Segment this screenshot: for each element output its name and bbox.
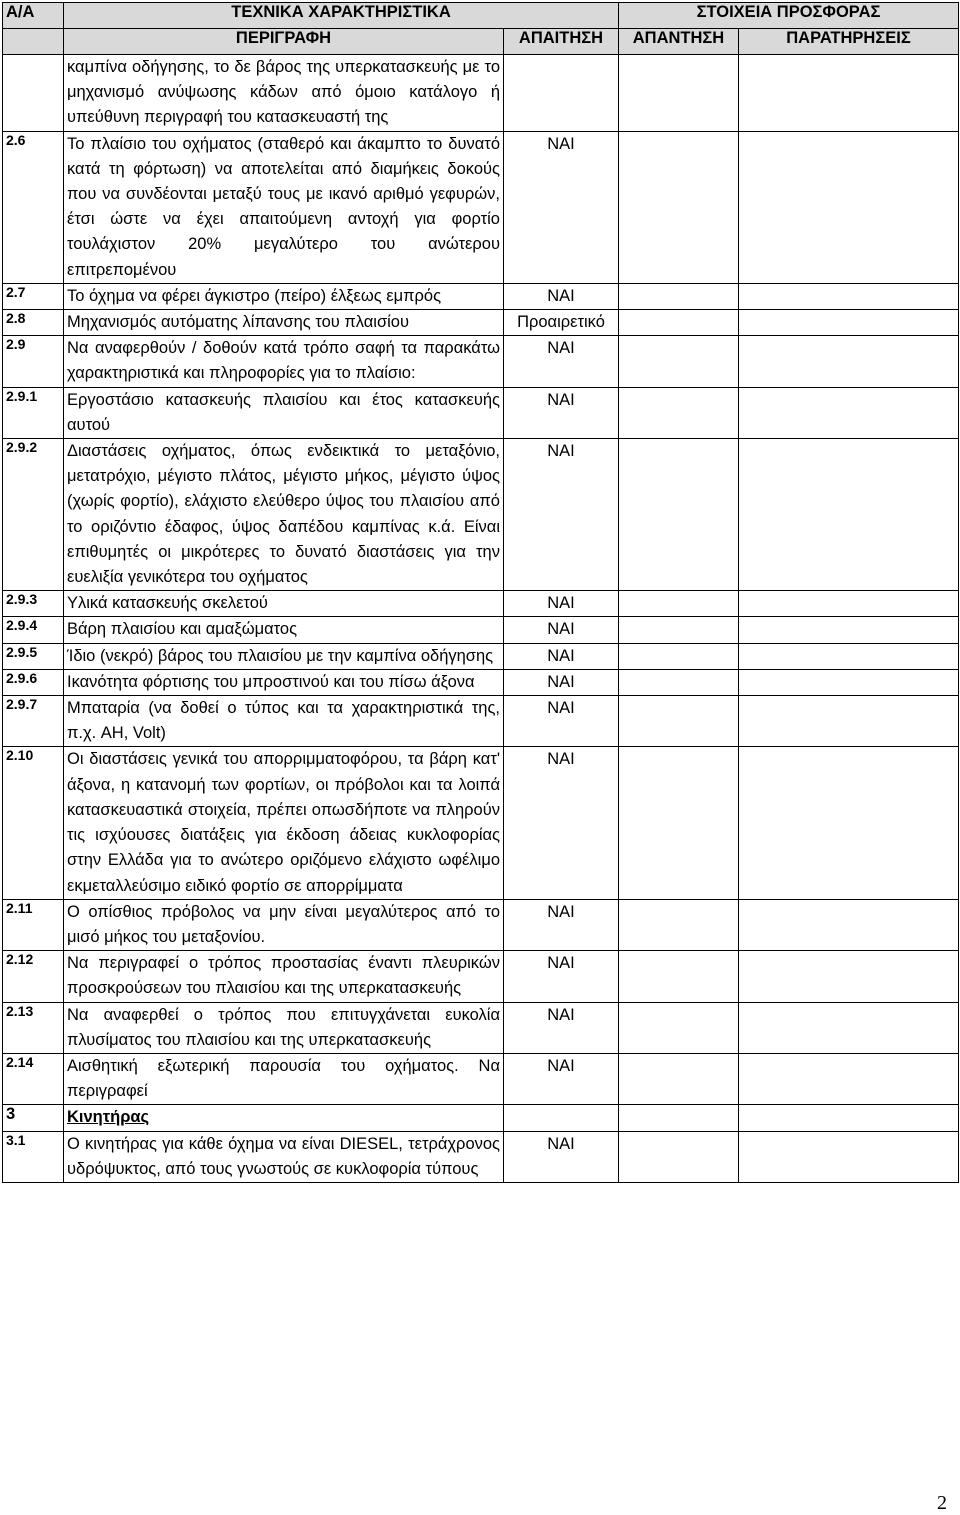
header-tech: ΤΕΧΝΙΚΑ ΧΑΡΑΚΤΗΡΙΣΤΙΚΑ [64, 3, 619, 29]
row-number: 2.6 [3, 131, 64, 283]
row-requirement: ΝΑΙ [504, 591, 619, 617]
row-requirement: ΝΑΙ [504, 696, 619, 747]
row-answer [619, 131, 739, 283]
row-description: Να περιγραφεί ο τρόπος προστασίας έναντι πλευρικών προσκρούσεων του πλαισίου και της υπερκατασκευής [64, 951, 504, 1002]
row-number: 2.14 [3, 1053, 64, 1104]
row-answer [619, 899, 739, 950]
row-remarks [739, 387, 959, 438]
row-number: 3.1 [3, 1131, 64, 1182]
row-description: Το πλαίσιο του οχήματος (σταθερό και άκαμπτο το δυνατό κατά τη φόρτωση) να αποτελείται από διαμήκεις δοκούς που να συνδέονται μεταξύ τους με ικανό αριθμό γεφυρών, έτσι ώστε να έχει απαιτούμενη αντοχή για φορτίο τουλάχιστον 20% μεγαλύτερο του ανώτερου επιτρεπομένου [64, 131, 504, 283]
row-remarks [739, 1105, 959, 1131]
row-number: 3 [3, 1105, 64, 1131]
row-answer [619, 1053, 739, 1104]
row-description: Το όχημα να φέρει άγκιστρο (πείρο) έλξεως εμπρός [64, 283, 504, 309]
row-remarks [739, 747, 959, 899]
row-number: 2.10 [3, 747, 64, 899]
row-number: 2.9.7 [3, 696, 64, 747]
table-row [3, 1053, 959, 1104]
row-number: 2.9.1 [3, 387, 64, 438]
row-requirement: ΝΑΙ [504, 336, 619, 387]
row-remarks [739, 310, 959, 336]
table-row [3, 951, 959, 1002]
row-answer [619, 643, 739, 669]
table-row [3, 1002, 959, 1053]
table-body [3, 55, 959, 1183]
row-number: 2.9 [3, 336, 64, 387]
row-number: 2.8 [3, 310, 64, 336]
row-answer [619, 669, 739, 695]
row-description: Ο οπίσθιος πρόβολος να μην είναι μεγαλύτερος από το μισό μήκος του μεταξονίου. [64, 899, 504, 950]
row-description: Ίδιο (νεκρό) βάρος του πλαισίου με την καμπίνα οδήγησης [64, 643, 504, 669]
row-answer [619, 591, 739, 617]
row-description: Να αναφερθεί ο τρόπος που επιτυγχάνεται ευκολία πλυσίματος του πλαισίου και της υπερκατασκευής [64, 1002, 504, 1053]
row-answer [619, 1131, 739, 1182]
header-blank [3, 29, 64, 55]
table-row [3, 591, 959, 617]
row-answer [619, 747, 739, 899]
row-remarks [739, 55, 959, 132]
row-answer [619, 696, 739, 747]
header-desc: ΠΕΡΙΓΡΑΦΗ [64, 29, 504, 55]
row-number: 2.9.5 [3, 643, 64, 669]
row-description: Οι διαστάσεις γενικά του απορριμματοφόρου, τα βάρη κατ' άξονα, η κατανομή των φορτίων, οι πρόβολοι και τα λοιπά κατασκευαστικά στοιχεία, πρέπει οπωσδήποτε να πληρούν τις ισχύουσες διατάξεις για έκδοση άδειας κυκλοφορίας στην Ελλάδα για το ανώτερο οριζόμενο ελάχιστο ωφέλιμο εκμεταλλεύσιμο ειδικό φορτίο σε απορρίμματα [64, 747, 504, 899]
table-row [3, 899, 959, 950]
table-row [3, 310, 959, 336]
row-description: Να αναφερθούν / δοθούν κατά τρόπο σαφή τα παρακάτω χαρακτηριστικά και πληροφορίες για το πλαίσιο: [64, 336, 504, 387]
header-req: ΑΠΑΙΤΗΣΗ [504, 29, 619, 55]
row-requirement: ΝΑΙ [504, 1053, 619, 1104]
header-offer: ΣΤΟΙΧΕΙΑ ΠΡΟΣΦΟΡΑΣ [619, 3, 959, 29]
row-remarks [739, 951, 959, 1002]
row-remarks [739, 669, 959, 695]
row-remarks [739, 1053, 959, 1104]
row-requirement: ΝΑΙ [504, 1131, 619, 1182]
row-description: Κινητήρας [64, 1105, 504, 1131]
row-description: Μηχανισμός αυτόματης λίπανσης του πλαισίου [64, 310, 504, 336]
row-remarks [739, 696, 959, 747]
table-row [3, 55, 959, 132]
row-description: Ο κινητήρας για κάθε όχημα να είναι DIESEL, τετράχρονος υδρόψυκτος, από τους γνωστούς σε κυκλοφορία τύπους [64, 1131, 504, 1182]
table-row [3, 1105, 959, 1131]
row-remarks [739, 617, 959, 643]
header-ans: ΑΠΑΝΤΗΣΗ [619, 29, 739, 55]
header-rem: ΠΑΡΑΤΗΡΗΣΕΙΣ [739, 29, 959, 55]
header-row-2 [3, 29, 959, 55]
row-requirement: ΝΑΙ [504, 617, 619, 643]
page-number: 2 [937, 1492, 947, 1514]
row-description: Βάρη πλαισίου και αμαξώματος [64, 617, 504, 643]
table-row [3, 1131, 959, 1182]
row-requirement: ΝΑΙ [504, 951, 619, 1002]
row-requirement: ΝΑΙ [504, 283, 619, 309]
table-row [3, 747, 959, 899]
row-requirement: ΝΑΙ [504, 669, 619, 695]
row-requirement [504, 1105, 619, 1131]
row-number: 2.9.2 [3, 439, 64, 591]
row-answer [619, 283, 739, 309]
row-answer [619, 951, 739, 1002]
row-requirement: ΝΑΙ [504, 439, 619, 591]
table-row [3, 643, 959, 669]
row-description: Αισθητική εξωτερική παρουσία του οχήματος. Να περιγραφεί [64, 1053, 504, 1104]
row-remarks [739, 283, 959, 309]
row-remarks [739, 1131, 959, 1182]
row-description: Διαστάσεις οχήματος, όπως ενδεικτικά το μεταξόνιο, μετατρόχιο, μέγιστο πλάτος, μέγιστο μήκος, μέγιστο ύψος (χωρίς φορτίο), ελάχιστο ελεύθερο ύψος του πλαισίου από το οριζόντιο έδαφος, ύψος δαπέδου καμπίνας κ.ά. Είναι επιθυμητές οι μικρότερες το δυνατό διαστάσεις για την ευελιξία γενικότερα του οχήματος [64, 439, 504, 591]
row-remarks [739, 591, 959, 617]
row-remarks [739, 643, 959, 669]
row-answer [619, 1002, 739, 1053]
table-row [3, 696, 959, 747]
row-requirement: Προαιρετικό [504, 310, 619, 336]
row-remarks [739, 1002, 959, 1053]
row-requirement: ΝΑΙ [504, 1002, 619, 1053]
row-remarks [739, 336, 959, 387]
row-requirement: ΝΑΙ [504, 899, 619, 950]
table-row [3, 617, 959, 643]
row-answer [619, 336, 739, 387]
row-number: 2.11 [3, 899, 64, 950]
row-remarks [739, 439, 959, 591]
row-requirement: ΝΑΙ [504, 387, 619, 438]
row-answer [619, 1105, 739, 1131]
row-description: Ικανότητα φόρτισης του μπροστινού και του πίσω άξονα [64, 669, 504, 695]
row-answer [619, 310, 739, 336]
row-requirement: ΝΑΙ [504, 131, 619, 283]
row-description: Εργοστάσιο κατασκευής πλαισίου και έτος κατασκευής αυτού [64, 387, 504, 438]
table-row [3, 387, 959, 438]
row-answer [619, 617, 739, 643]
row-answer [619, 387, 739, 438]
specs-table [2, 2, 959, 1183]
row-number: 2.12 [3, 951, 64, 1002]
row-requirement: ΝΑΙ [504, 747, 619, 899]
header-row-1 [3, 3, 959, 29]
table-row [3, 131, 959, 283]
row-number [3, 55, 64, 132]
row-requirement [504, 55, 619, 132]
table-row [3, 283, 959, 309]
row-number: 2.13 [3, 1002, 64, 1053]
row-remarks [739, 899, 959, 950]
row-answer [619, 439, 739, 591]
table-row [3, 336, 959, 387]
row-remarks [739, 131, 959, 283]
header-aa: Α/Α [3, 3, 64, 29]
row-number: 2.9.3 [3, 591, 64, 617]
row-number: 2.7 [3, 283, 64, 309]
row-number: 2.9.6 [3, 669, 64, 695]
table-row [3, 669, 959, 695]
row-description: Μπαταρία (να δοθεί ο τύπος και τα χαρακτηριστικά της, π.χ. AH, Volt) [64, 696, 504, 747]
row-requirement: ΝΑΙ [504, 643, 619, 669]
row-description: καμπίνα οδήγησης, το δε βάρος της υπερκατασκευής με το μηχανισμό ανύψωσης κάδων από όμοιο κατάλογο ή υπεύθυνη περιγραφή του κατασκευαστή της [64, 55, 504, 132]
row-description: Υλικά κατασκευής σκελετού [64, 591, 504, 617]
table-row [3, 439, 959, 591]
row-answer [619, 55, 739, 132]
row-number: 2.9.4 [3, 617, 64, 643]
